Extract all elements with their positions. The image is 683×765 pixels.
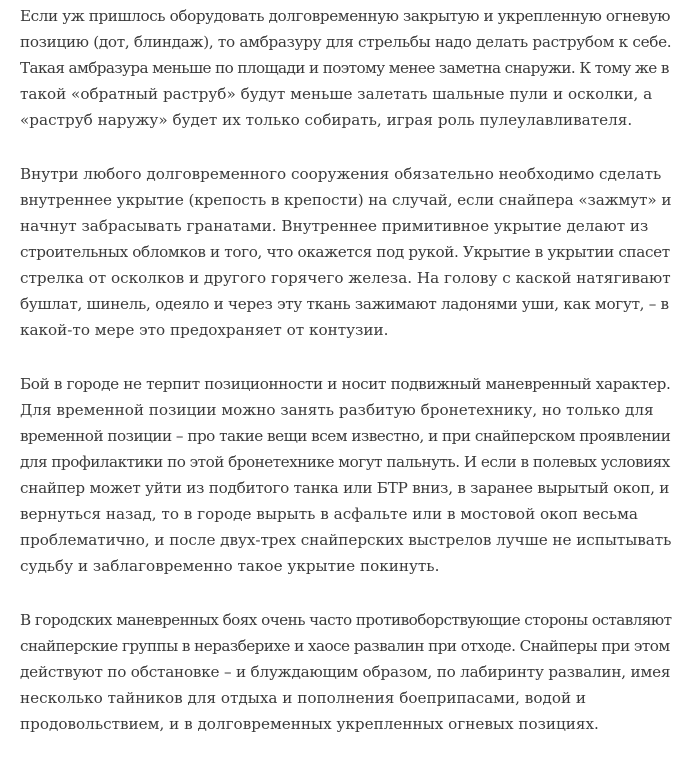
text-line: для профилактики по этой бронетехнике могут пальнуть. И если в полевых условиях <box>20 453 670 471</box>
text-line: стрелка от осколков и другого горячего железа. На голову с каской натягивают <box>20 269 671 287</box>
text-line: такой «обратный раструб» будут меньше залетать шальные пули и осколки, а <box>20 85 653 103</box>
text-line: временной позиции – про такие вещи всем известно, и при снайперском проявлении <box>20 427 671 445</box>
text-line: какой-то мере это предохраняет от контузии. <box>20 321 389 339</box>
text-line: снайперские группы в неразберихе и хаосе развалин при отходе. Снайперы при этом <box>20 637 670 655</box>
text-line: позицию (дот, блиндаж), то амбразуру для стрельбы надо делать раструбом к себе. <box>20 33 672 51</box>
text-line: В городских маневренных боях очень часто противоборствующие стороны оставляют <box>20 611 672 629</box>
paragraph-inner-shelter <box>20 161 672 343</box>
paragraph-embrasure <box>20 3 672 133</box>
text-line: «раструб наружу» будет их только собирать, играя роль пулеулавливателя. <box>20 111 633 129</box>
text-line: судьбу и заблаговременно такое укрытие покинуть. <box>20 557 440 575</box>
text-line: продовольствием, и в долговременных укрепленных огневых позициях. <box>20 715 599 733</box>
text-line: снайпер может уйти из подбитого танка или БТР вниз, в заранее вырытый окоп, и <box>20 479 670 497</box>
text-line: внутреннее укрытие (крепость в крепости) на случай, если снайпера «зажмут» и <box>20 191 672 209</box>
text-line: действуют по обстановке – и блуждающим образом, по лабиринту развалин, имея <box>20 663 671 681</box>
paragraph-urban-combat <box>20 371 672 579</box>
text-line: бушлат, шинель, одеяло и через эту ткань зажимают ладонями уши, как могут, – в <box>20 295 669 313</box>
article-body <box>20 3 672 765</box>
text-line: начнут забрасывать гранатами. Внутреннее примитивное укрытие делают из <box>20 217 649 235</box>
text-line: строительных обломков и того, что окажется под рукой. Укрытие в укрытии спасет <box>20 243 670 261</box>
paragraph-sniper-groups <box>20 607 672 737</box>
text-line: несколько тайников для отдыха и пополнения боеприпасами, водой и <box>20 689 587 707</box>
text-line: проблематично, и после двух-трех снайперских выстрелов лучше не испытывать <box>20 531 672 549</box>
text-line: Такая амбразура меньше по площади и поэтому менее заметна снаружи. К тому же в <box>20 59 669 77</box>
text-line: Для временной позиции можно занять разбитую бронетехнику, но только для <box>20 401 654 419</box>
text-line: Внутри любого долговременного сооружения обязательно необходимо сделать <box>20 165 662 183</box>
text-line: Если уж пришлось оборудовать долговременную закрытую и укрепленную огневую <box>20 7 671 25</box>
text-line: вернуться назад, то в городе вырыть в асфальте или в мостовой окоп весьма <box>20 505 638 523</box>
text-line: Бой в городе не терпит позиционности и носит подвижный маневренный характер. <box>20 375 671 393</box>
